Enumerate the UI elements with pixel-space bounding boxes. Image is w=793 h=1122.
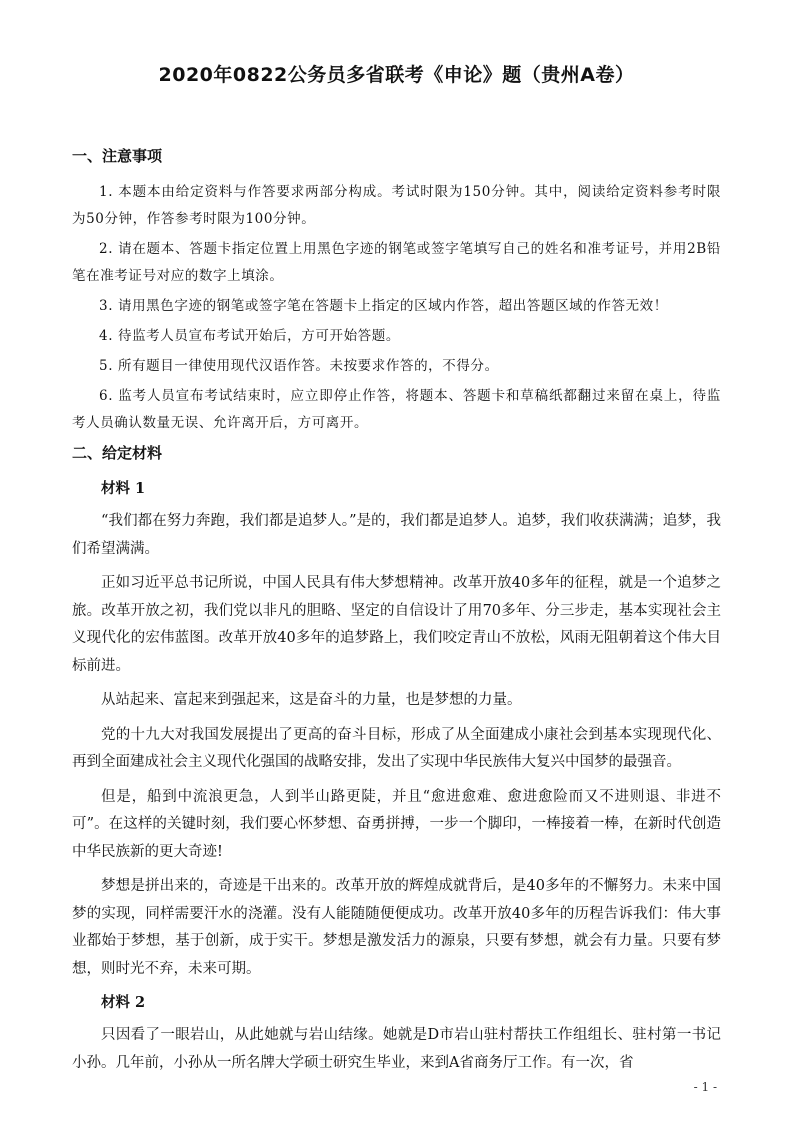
materials-heading: 二、给定材料 — [72, 444, 163, 462]
material-1-paragraph: 但是，船到中流浪更急，人到半山路更陡，并且“愈进愈难、愈进愈险而又不进则退、非进不可”。在这样的关键时刻，我们要心怀梦想、奋勇拼搏，一步一个脚印，一棒接着一棒，在新时代创造中华民族新的更大奇迹! — [72, 788, 721, 860]
notice-section — [72, 143, 721, 437]
material-1-title: 材料 1 — [101, 480, 146, 497]
page-number: - 1 - — [693, 1080, 717, 1094]
notice-item: 3. 请用黑色字迹的钢笔或签字笔在答题卡上指定的区域内作答，超出答题区域的作答无效！ — [99, 298, 668, 314]
material-1-paragraph: 党的十九大对我国发展提出了更高的奋斗目标，形成了从全面建成小康社会到基本实现现代化、再到全面建成社会主义现代化强国的战略安排，发出了实现中华民族伟大复兴中国梦的最强音。 — [72, 726, 721, 770]
notice-item: 6. 监考人员宣布考试结束时，应立即停止作答，将题本、答题卡和草稿纸都翻过来留在桌上，待监考人员确认数量无误、允许离开后，方可离开。 — [72, 388, 721, 431]
material-1-paragraph: “我们都在努力奔跑，我们都是追梦人。”是的，我们都是追梦人。追梦，我们收获满满；追梦，我们希望满满。 — [72, 513, 721, 557]
material-2-title: 材料 2 — [101, 994, 146, 1011]
notice-item: 2. 请在题本、答题卡指定位置上用黑色字迹的钢笔或签字笔填写自己的姓名和准考证号，并用2B铅笔在准考证号对应的数字上填涂。 — [72, 241, 721, 284]
materials-section — [72, 440, 721, 1077]
material-1-paragraph: 梦想是拼出来的，奇迹是干出来的。改革开放的辉煌成就背后，是40多年的不懈努力。未来中国梦的实现，同样需要汗水的浇灌。没有人能随随便便成功。改革开放40多年的历程告诉我们：伟大事业都始于梦想，基于创新，成于实干。梦想是激发活力的源泉，只要有梦想，就会有力量。只要有梦想，则时光不弃，未来可期。 — [72, 878, 721, 977]
material-2-paragraph: 只因看了一眼岩山，从此她就与岩山结缘。她就是D市岩山驻村帮扶工作组组长、驻村第一书记小孙。几年前，小孙从一所名牌大学硕士研究生毕业，来到A省商务厅工作。有一次，省 — [72, 1027, 721, 1071]
material-1-paragraph: 正如习近平总书记所说，中国人民具有伟大梦想精神。改革开放40多年的征程，就是一个追梦之旅。改革开放之初，我们党以非凡的胆略、坚定的自信设计了用70多年、分三步走，基本实现社会主义现代化的宏伟蓝图。改革开放40多年的追梦路上，我们咬定青山不放松，风雨无阻朝着这个伟大目标前进。 — [72, 575, 721, 674]
notice-heading: 一、注意事项 — [72, 147, 163, 165]
notice-item: 1. 本题本由给定资料与作答要求两部分构成。考试时限为150分钟。其中，阅读给定资料参考时限为50分钟，作答参考时限为100分钟。 — [72, 184, 721, 227]
material-1-paragraph: 从站起来、富起来到强起来，这是奋斗的力量，也是梦想的力量。 — [101, 692, 522, 708]
notice-item: 4. 待监考人员宣布考试开始后，方可开始答题。 — [99, 328, 400, 344]
page-title: 2020年0822公务员多省联考《申论》题（贵州A卷） — [158, 64, 635, 86]
notice-item: 5. 所有题目一律使用现代汉语作答。未按要求作答的，不得分。 — [99, 358, 499, 374]
